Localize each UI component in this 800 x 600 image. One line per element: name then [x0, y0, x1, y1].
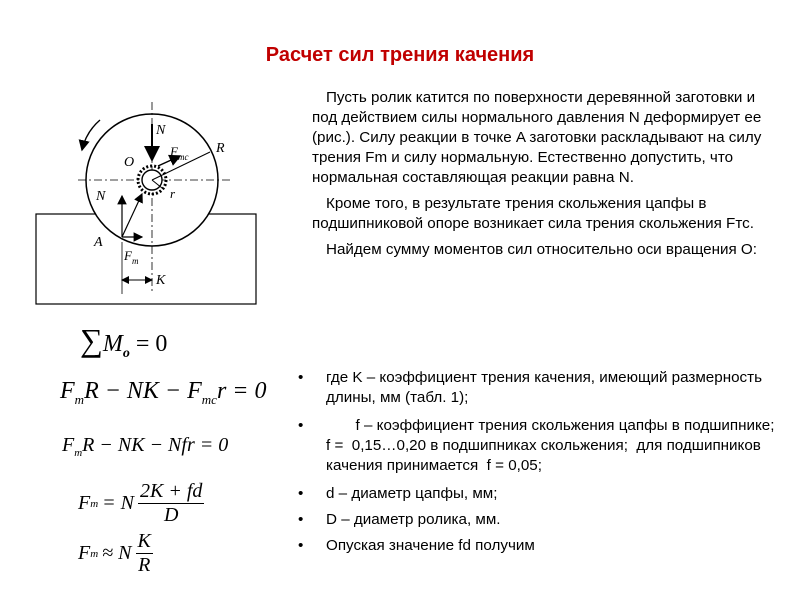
- label-k: K: [156, 273, 166, 288]
- label-n-top: N: [156, 123, 166, 138]
- list-item: • где K – коэффициент трения качения, имеющий размерность длины, мм (табл. 1);: [298, 369, 762, 406]
- page-title: Расчет сил трения качения: [265, 44, 535, 66]
- label-r-big: R: [216, 141, 225, 156]
- bullet-icon: •: [298, 369, 304, 386]
- bullet-list: [298, 368, 783, 556]
- label-fm-sub: m: [132, 256, 139, 266]
- list-item: • Опуская значение fd получим: [298, 537, 535, 554]
- list-item: • D – диаметр ролика, мм.: [298, 511, 501, 528]
- list-item: • f – коэффициент трения скольжения цапфы в подшипнике; f = 0,15…0,20 в подшипниках скольжения; для подшипников качения принимается f = 0,05;: [298, 417, 783, 474]
- bullet-icon: •: [298, 417, 304, 434]
- paragraph-2: Кроме того, в результате трения скольжения цапфы в подшипниковой опоре возникает сила трения скольжения Fтс.: [312, 195, 754, 232]
- intro-paragraphs: [312, 88, 782, 260]
- label-n-left: N: [96, 189, 106, 204]
- bullet-icon: •: [298, 511, 304, 528]
- label-fmc: F: [170, 144, 178, 159]
- label-r-small: r: [170, 186, 176, 201]
- formula-fm-exact: F m = N 2K + fd D: [78, 480, 203, 526]
- formula-balance-2: $F_mR$ − NK − Nfr = 0: [62, 434, 229, 459]
- formula-sum-moments: $\sum M_o = 0$: [80, 322, 168, 361]
- list-item: • d – диаметр цапфы, мм;: [298, 485, 498, 502]
- label-o: O: [124, 155, 135, 170]
- label-fm: F: [124, 248, 132, 263]
- formula-balance-1: $F_mR$ − NK − $F_{mc}r = 0$: [60, 378, 267, 407]
- formula-fm-approx: F m ≈ N K R: [78, 530, 151, 576]
- label-a: A: [94, 235, 103, 250]
- paragraph-1: Пусть ролик катится по поверхности деревянной заготовки и под действием силы нормального давления N деформирует ее (рис.). Силу реакции в точке A заготовки раскладывают на силу трения Fm и силу нормальную. Естественно допустить, что нормальная составляющая реакции равна N.: [312, 89, 762, 186]
- label-fmc-sub: mc: [178, 152, 189, 162]
- bullet-icon: •: [298, 485, 304, 502]
- roller-diagram: [30, 82, 280, 307]
- bullet-icon: •: [298, 537, 304, 554]
- paragraph-3: Найдем сумму моментов сил относительно оси вращения O:: [326, 241, 757, 258]
